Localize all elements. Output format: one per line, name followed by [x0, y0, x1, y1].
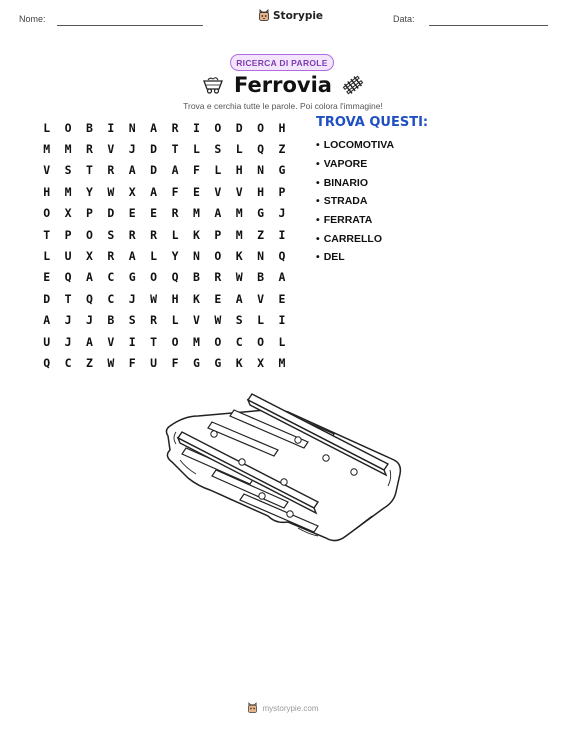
- grid-letter: N: [128, 120, 136, 135]
- word-label: STRADA: [323, 195, 368, 208]
- grid-letter: L: [43, 120, 51, 135]
- grid-row: [36, 352, 293, 373]
- grid-letter: X: [128, 184, 136, 199]
- grid-letter: A: [86, 334, 93, 349]
- grid-letter: B: [257, 270, 265, 285]
- word-list-item: [316, 211, 394, 230]
- grid-letter: O: [214, 249, 222, 264]
- word-list-item: [316, 192, 394, 211]
- grid-letter: L: [278, 334, 286, 349]
- grid-letter: U: [64, 249, 72, 264]
- bullet: •: [316, 139, 320, 152]
- word-list-item: [316, 136, 394, 155]
- grid-row: [36, 245, 293, 266]
- grid-letter: T: [43, 227, 51, 242]
- grid-letter: V: [107, 334, 115, 349]
- word-search-grid: [36, 117, 293, 374]
- bullet: •: [316, 251, 320, 264]
- grid-letter: K: [192, 227, 200, 242]
- grid-letter: L: [43, 249, 51, 264]
- grid-letter: B: [107, 313, 115, 328]
- grid-letter: V: [43, 163, 51, 178]
- grid-row: [36, 331, 293, 352]
- name-line: [57, 25, 203, 26]
- storypie-logo: [258, 9, 323, 22]
- grid-letter: Q: [171, 270, 179, 285]
- grid-letter: I: [278, 313, 286, 328]
- name-label: Nome:: [19, 14, 46, 24]
- grid-letter: E: [278, 291, 286, 306]
- grid-letter: P: [278, 184, 286, 199]
- word-label: LOCOMOTIVA: [323, 139, 395, 152]
- grid-letter: J: [64, 334, 72, 349]
- grid-letter: Z: [86, 355, 93, 370]
- grid-letter: N: [257, 163, 265, 178]
- grid-letter: O: [171, 334, 179, 349]
- grid-letter: M: [235, 206, 243, 221]
- footer: [0, 702, 566, 714]
- grid-letter: R: [150, 227, 158, 242]
- word-label: DEL: [323, 251, 345, 264]
- grid-letter: P: [86, 206, 93, 221]
- grid-letter: C: [64, 355, 72, 370]
- grid-letter: X: [257, 355, 265, 370]
- grid-letter: T: [86, 163, 93, 178]
- grid-letter: S: [128, 313, 136, 328]
- grid-letter: W: [150, 291, 158, 306]
- grid-letter: A: [235, 291, 243, 306]
- grid-letter: O: [257, 120, 265, 135]
- grid-row: [36, 267, 293, 288]
- grid-letter: A: [150, 184, 158, 199]
- grid-letter: Q: [257, 142, 265, 157]
- bullet: •: [316, 214, 320, 227]
- grid-letter: T: [171, 142, 179, 157]
- word-label: BINARIO: [323, 176, 369, 189]
- grid-letter: H: [278, 120, 286, 135]
- grid-letter: O: [86, 227, 93, 242]
- mine-cart-icon: [202, 76, 224, 94]
- date-line: [429, 25, 548, 26]
- grid-letter: J: [64, 313, 72, 328]
- bullet: •: [316, 176, 320, 189]
- grid-letter: C: [235, 334, 243, 349]
- grid-letter: R: [171, 206, 179, 221]
- grid-letter: N: [257, 249, 265, 264]
- storypie-mascot-icon: [258, 9, 270, 22]
- grid-letter: U: [150, 355, 158, 370]
- grid-letter: M: [64, 184, 72, 199]
- grid-letter: M: [235, 227, 243, 242]
- grid-letter: S: [214, 142, 222, 157]
- grid-letter: G: [192, 355, 200, 370]
- grid-letter: F: [192, 163, 200, 178]
- grid-letter: R: [107, 163, 115, 178]
- grid-letter: X: [64, 206, 72, 221]
- grid-letter: N: [192, 249, 200, 264]
- grid-letter: O: [150, 270, 158, 285]
- grid-letter: B: [86, 120, 93, 135]
- grid-letter: D: [150, 163, 158, 178]
- grid-letter: M: [192, 206, 200, 221]
- grid-letter: Q: [86, 291, 93, 306]
- grid-row: [36, 224, 293, 245]
- word-list: [316, 136, 394, 267]
- grid-row: [36, 310, 293, 331]
- grid-letter: J: [128, 142, 136, 157]
- grid-letter: F: [171, 184, 179, 199]
- grid-letter: V: [257, 291, 265, 306]
- grid-letter: R: [171, 120, 179, 135]
- grid-letter: K: [192, 291, 200, 306]
- grid-letter: C: [107, 291, 115, 306]
- grid-letter: F: [128, 355, 136, 370]
- footer-url: mystorypie.com: [262, 703, 319, 713]
- grid-letter: V: [192, 313, 200, 328]
- grid-letter: A: [278, 270, 286, 285]
- grid-letter: E: [214, 291, 222, 306]
- grid-letter: M: [278, 355, 286, 370]
- grid-letter: I: [107, 120, 115, 135]
- grid-letter: A: [150, 120, 158, 135]
- grid-letter: H: [257, 184, 265, 199]
- rail-track-icon: [342, 74, 364, 96]
- grid-letter: M: [64, 142, 72, 157]
- grid-letter: L: [150, 249, 158, 264]
- word-list-item: [316, 229, 394, 248]
- grid-row: [36, 117, 293, 138]
- grid-letter: G: [257, 206, 265, 221]
- bullet: •: [316, 232, 320, 245]
- grid-letter: A: [214, 206, 222, 221]
- grid-letter: R: [214, 270, 222, 285]
- grid-letter: V: [107, 142, 115, 157]
- grid-letter: Q: [278, 249, 286, 264]
- grid-letter: V: [235, 184, 243, 199]
- grid-letter: X: [86, 249, 93, 264]
- grid-letter: Q: [43, 355, 51, 370]
- grid-letter: W: [214, 313, 222, 328]
- grid-letter: S: [235, 313, 243, 328]
- grid-letter: W: [107, 184, 115, 199]
- grid-letter: A: [128, 163, 136, 178]
- grid-letter: E: [128, 206, 136, 221]
- word-list-item: [316, 173, 394, 192]
- grid-letter: A: [171, 163, 179, 178]
- grid-letter: A: [86, 270, 93, 285]
- page-title: Ferrovia: [234, 73, 332, 97]
- grid-letter: D: [107, 206, 115, 221]
- grid-letter: R: [128, 227, 136, 242]
- grid-letter: O: [214, 120, 222, 135]
- title-row: [0, 73, 566, 97]
- grid-letter: T: [150, 334, 158, 349]
- grid-letter: Y: [86, 184, 93, 199]
- grid-row: [36, 288, 293, 309]
- word-list-item: [316, 155, 394, 174]
- grid-row: [36, 160, 293, 181]
- grid-letter: E: [192, 184, 200, 199]
- find-these-heading: TROVA QUESTI:: [316, 115, 429, 130]
- grid-letter: T: [64, 291, 72, 306]
- grid-letter: V: [214, 184, 222, 199]
- grid-letter: O: [214, 334, 222, 349]
- grid-letter: H: [43, 184, 51, 199]
- grid-letter: Z: [278, 142, 286, 157]
- grid-letter: W: [235, 270, 243, 285]
- grid-letter: B: [192, 270, 200, 285]
- grid-letter: U: [43, 334, 51, 349]
- grid-letter: S: [107, 227, 115, 242]
- railway-track-illustration: [158, 390, 408, 550]
- storypie-mascot-icon: [247, 702, 258, 714]
- grid-letter: K: [235, 249, 243, 264]
- grid-letter: R: [107, 249, 115, 264]
- grid-letter: I: [278, 227, 286, 242]
- grid-letter: L: [235, 142, 243, 157]
- grid-row: [36, 203, 293, 224]
- grid-letter: S: [64, 163, 72, 178]
- grid-letter: H: [171, 291, 179, 306]
- grid-letter: A: [128, 249, 136, 264]
- grid-letter: P: [64, 227, 72, 242]
- grid-letter: W: [107, 355, 115, 370]
- grid-letter: D: [235, 120, 243, 135]
- grid-letter: P: [214, 227, 222, 242]
- grid-letter: D: [43, 291, 51, 306]
- grid-letter: M: [43, 142, 51, 157]
- grid-letter: J: [278, 206, 286, 221]
- word-label: FERRATA: [323, 214, 373, 227]
- grid-letter: L: [171, 313, 179, 328]
- word-label: CARRELLO: [323, 232, 383, 245]
- grid-letter: H: [235, 163, 243, 178]
- brand-name: Storypie: [273, 9, 324, 22]
- grid-letter: L: [192, 142, 200, 157]
- grid-letter: G: [278, 163, 286, 178]
- grid-row: [36, 138, 293, 159]
- grid-letter: O: [64, 120, 72, 135]
- grid-letter: R: [86, 142, 93, 157]
- grid-letter: G: [214, 355, 222, 370]
- grid-letter: L: [171, 227, 179, 242]
- grid-letter: Y: [171, 249, 179, 264]
- grid-letter: I: [128, 334, 136, 349]
- bullet: •: [316, 195, 320, 208]
- grid-letter: E: [150, 206, 158, 221]
- grid-letter: F: [171, 355, 179, 370]
- date-label: Data:: [393, 14, 415, 24]
- instructions: Trova e cerchia tutte le parole. Poi colora l'immagine!: [183, 101, 383, 111]
- word-label: VAPORE: [323, 158, 368, 171]
- category-badge: RICERCA DI PAROLE: [230, 54, 334, 71]
- grid-letter: D: [150, 142, 158, 157]
- grid-letter: Q: [64, 270, 72, 285]
- grid-letter: J: [86, 313, 93, 328]
- word-list-item: [316, 248, 394, 267]
- grid-letter: L: [257, 313, 265, 328]
- grid-letter: M: [192, 334, 200, 349]
- grid-letter: O: [43, 206, 51, 221]
- bullet: •: [316, 158, 320, 171]
- grid-letter: Z: [257, 227, 265, 242]
- grid-letter: E: [43, 270, 51, 285]
- grid-letter: R: [150, 313, 158, 328]
- grid-letter: C: [107, 270, 115, 285]
- grid-letter: G: [128, 270, 136, 285]
- grid-letter: J: [128, 291, 136, 306]
- grid-letter: L: [214, 163, 222, 178]
- grid-letter: I: [192, 120, 200, 135]
- grid-letter: A: [43, 313, 51, 328]
- grid-row: [36, 181, 293, 202]
- grid-letter: K: [235, 355, 243, 370]
- grid-letter: O: [257, 334, 265, 349]
